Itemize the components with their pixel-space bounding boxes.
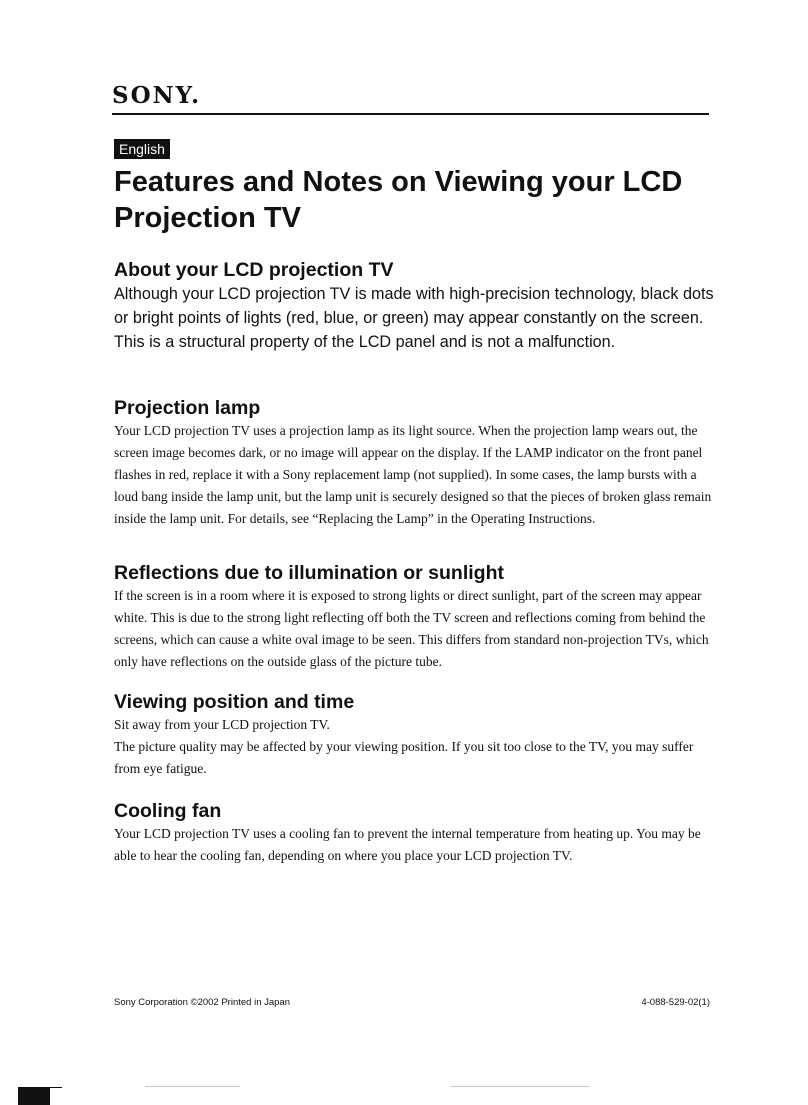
footer-copyright: Sony Corporation ©2002 Printed in Japan — [114, 997, 291, 1008]
section-about — [114, 258, 714, 354]
sony-logo: SONY. — [112, 82, 202, 109]
scan-artifact-line — [145, 1086, 240, 1087]
section-heading-viewing-position: Viewing position and time — [114, 691, 355, 713]
section-heading-reflections: Reflections due to illumination or sunlight — [114, 562, 504, 584]
language-badge: English — [114, 139, 170, 159]
registration-mark — [18, 1087, 50, 1105]
section-heading-projection-lamp: Projection lamp — [114, 397, 261, 419]
section-body-viewing-line2: The picture quality may be affected by your viewing position. If you sit too close to the TV, you may suffer from eye fatigue. — [114, 739, 694, 776]
section-body-about: Although your LCD projection TV is made with high-precision technology, black dots or bright points of lights (red, blue, or green) may appear constantly on the screen. This is a structural property of the LCD panel and is not a malfunction. — [114, 285, 714, 351]
section-heading-cooling-fan: Cooling fan — [114, 800, 222, 822]
section-projection-lamp — [114, 396, 714, 530]
section-cooling-fan — [114, 799, 714, 867]
section-body-reflections: If the screen is in a room where it is exposed to strong lights or direct sunlight, part of the screen may appear white. This is due to the strong light reflecting off both the TV screen and reflections coming from behind the screens, which can cause a white oval image to be seen. This differs from standard non-projection TVs, which only have reflections on the outside glass of the picture tube. — [114, 588, 709, 669]
section-body-viewing-line1: Sit away from your LCD projection TV. — [114, 717, 330, 732]
scan-artifact-line — [450, 1086, 590, 1087]
header-rule — [112, 113, 709, 115]
section-body-cooling-fan: Your LCD projection TV uses a cooling fan to prevent the internal temperature from heating up. You may be able to hear the cooling fan, depending on where you place your LCD projection TV. — [114, 826, 701, 863]
section-viewing-position — [114, 690, 714, 780]
section-heading-about: About your LCD projection TV — [114, 259, 394, 281]
section-reflections — [114, 561, 714, 673]
page-title: Features and Notes on Viewing your LCD Projection TV — [114, 166, 683, 234]
registration-tick — [50, 1087, 62, 1088]
footer-part-number: 4-088-529-02(1) — [641, 997, 710, 1008]
section-body-projection-lamp: Your LCD projection TV uses a projection lamp as its light source. When the projection lamp wears out, the screen image becomes dark, or no image will appear on the display. If the LAMP indicator on the front panel flashes in red, replace it with a Sony replacement lamp (not supplied). In some cases, the lamp bursts with a loud bang inside the lamp unit, but the lamp unit is securely designed so that the pieces of broken glass remain inside the lamp unit. For details, see “Replacing the Lamp” in the Operating Instructions. — [114, 423, 712, 526]
